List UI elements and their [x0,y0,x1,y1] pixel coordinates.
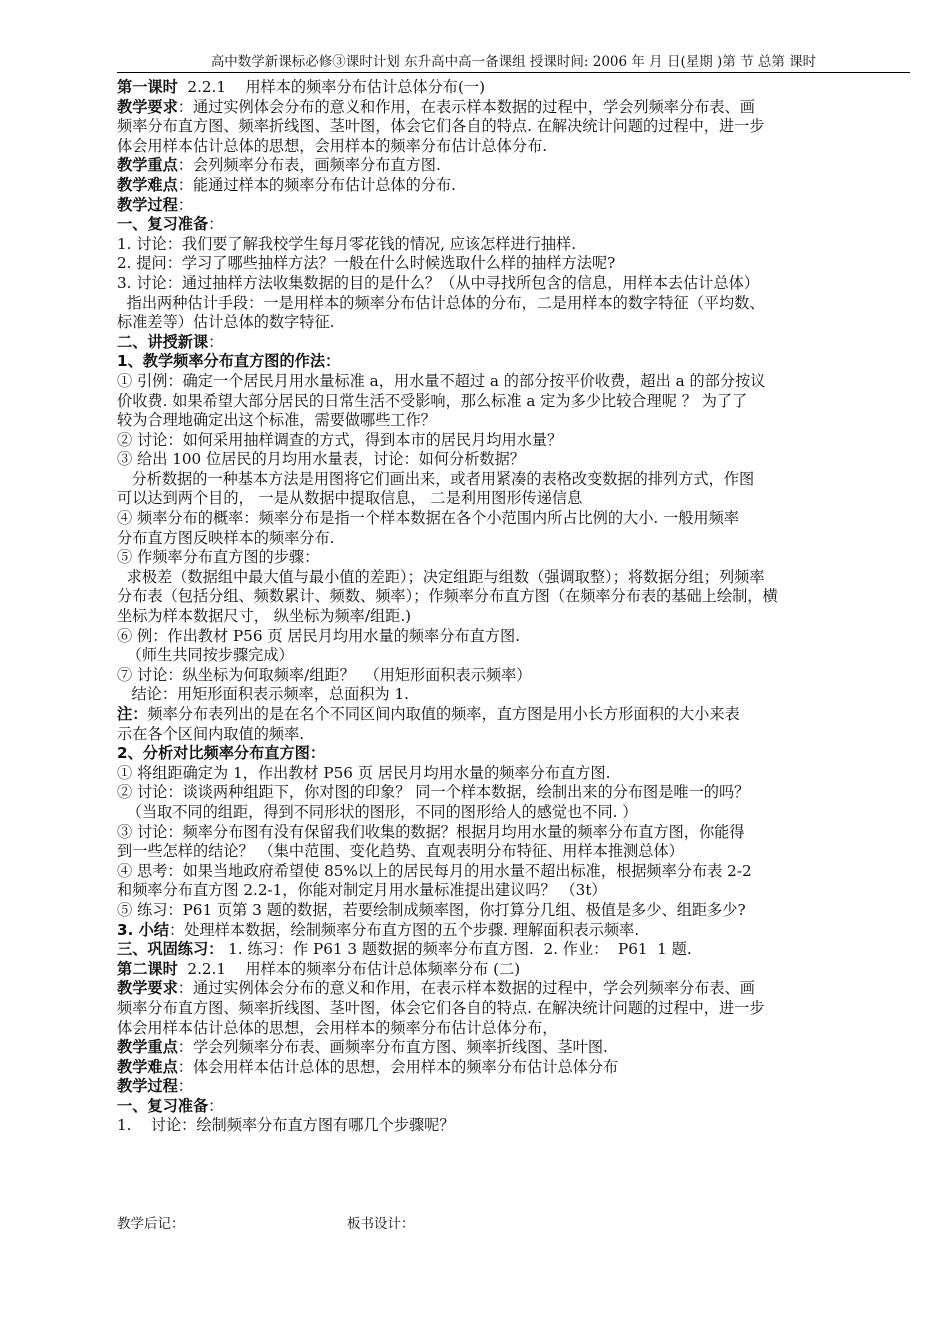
line-text: ③ 给出 100 位居民的月均用水量表，讨论：如何分析数据？ [117,450,525,469]
line-text: ：会列频率分布表，画频率分布直方图. [177,156,441,175]
document-body [117,78,910,1136]
line-text: ： [208,215,224,234]
text-line [117,98,910,118]
footer-board-design: 板书设计： [347,1216,415,1232]
bold-label: 三、巩固练习： [117,940,224,959]
bold-label: 教学难点 [117,175,178,194]
text-line [117,783,910,803]
text-line [117,78,910,98]
line-text: 体会用样本估计总体的思想，会用样本的频率分布估计总体分布. [117,136,548,155]
bold-label: 二、讲授新课 [117,332,209,351]
text-line [117,646,910,666]
line-text: 价收费. 如果希望大部分居民的日常生活不受影响，那么标准 a 定为多少比较合理呢 ？ 为了了 [117,391,748,410]
bold-label: 教学过程 [117,1077,178,1096]
text-line [117,607,910,627]
text-line [117,1097,910,1117]
line-text: ⑥ 例：作出教材 P56 页 居民月均用水量的频率分布直方图. [117,626,520,645]
line-text: ⑤ 作频率分布直方图的步骤： [117,548,320,567]
text-line [117,587,910,607]
line-text: 频率分布表列出的是在名个不同区间内取值的频率，直方图是用小长方形面积的大小来表 [147,705,740,723]
text-line [117,392,910,412]
line-text: ：通过实例体会分布的意义和作用，在表示样本数据的过程中，学会列频率分布表、画 [177,97,755,116]
line-text: 和频率分布直方图 2.2-1，你能对制定月用水量标准提出建议吗？ （3t） [117,881,607,900]
text-line [117,294,910,314]
text-line [117,999,910,1019]
bold-label: 一、复习准备 [117,1096,209,1115]
bold-label: 教学重点 [117,156,178,175]
footer-teaching-notes: 教学后记： [117,1216,185,1232]
line-text: ：能通过样本的频率分布估计总体的分布. [177,175,456,194]
line-text: 到一些怎样的结论？ （集中范围、变化趋势、直观表明分布特征、用样本推测总体） [117,842,684,861]
text-line [117,509,910,529]
text-line [117,137,910,157]
text-line [117,921,910,941]
line-text: 3. 讨论：通过抽样方法收集数据的目的是什么？（从中寻找所包含的信息，用样本去估计总体） [117,273,760,292]
line-text: 分布表（包括分组、频数累计、频数、频率）；作频率分布直方图（在频率分布表的基础上绘制，横 [117,587,778,606]
text-line [117,450,910,470]
line-text: ⑦ 讨论：纵坐标为何取频率/组距？ （用矩形面积表示频率） [117,665,532,684]
text-line [117,823,910,843]
line-text: ④ 思考：如果当地政府希望使 85%以上的居民每月的用水量不超出标准，根据频率分布表 2-2 [117,861,752,880]
line-text: 2. 提问：学习了哪些抽样方法？一般在什么时候选取什么样的抽样方法呢? [117,254,616,273]
text-line [117,940,910,960]
line-text: ： [208,332,224,351]
text-line [117,196,910,216]
line-text: 1. 讨论：绘制频率分布直方图有哪几个步骤呢？ [117,1116,455,1135]
text-line [117,979,910,999]
text-line [117,1077,910,1097]
line-text: 标准差等）估计总体的数字特征. [117,313,335,332]
text-line [117,842,910,862]
line-text: ③ 讨论：频率分布图有没有保留我们收集的数据？根据月均用水量的频率分布直方图，你能得 [117,822,745,841]
text-line [117,333,910,353]
line-text: 结论：用矩形面积表示频率，总面积为 1. [117,685,409,704]
line-text: （当取不同的组距，得到不同形状的图形，不同的图形给人的感觉也不同. ） [117,802,638,821]
line-text: 坐标为样本数据尺寸， 纵坐标为频率/组距.) [117,607,412,626]
line-text: ① 将组距确定为 1，作出教材 P56 页 居民月均用水量的频率分布直方图. [117,763,611,782]
bold-label: 第二课时 [117,959,178,978]
line-text: 1. 练习：作 P61 3 题数据的频率分布直方图. 2. 作业： P61 1 题. [223,940,692,959]
bold-label: 3. 小结 [117,920,169,939]
line-text: ： [177,195,193,214]
text-line [117,764,910,784]
line-text: ② 讨论：谈谈两种组距下，你对图的印象？ 同一个样本数据，绘制出来的分布图是唯一的吗？ [117,783,750,802]
line-text: （师生共同按步骤完成） [117,646,294,665]
page-footer [117,1212,910,1232]
text-line [117,1058,910,1078]
line-text: 分布直方图反映样本的频率分布. [117,528,335,547]
line-text: ④ 频率分布的概率：频率分布是指一个样本数据在各个小范围内所占比例的大小. 一般用频率 [117,509,739,528]
line-text: ： [177,1077,193,1096]
text-line [117,744,910,764]
line-text: ：通过实例体会分布的意义和作用，在表示样本数据的过程中，学会列频率分布表、画 [177,979,755,998]
line-text: 2.2.1 用样本的频率分布估计总体频率分布 (二) [177,959,521,978]
text-line [117,568,910,588]
running-header: 高中数学新课标必修③课时计划 东升高中高一备课组 授课时间: 2006 年 月 日(星期 )第 节 总第 课时 [117,50,910,73]
line-text: 求极差（数据组中最大值与最小值的差距）；决定组距与组数（强调取整）；将数据分组；列频率 [117,567,765,586]
line-text: 较为合理地确定出这个标准，需要做哪些工作？ [117,411,436,430]
text-line [117,431,910,451]
text-line [117,156,910,176]
line-text: ：体会用样本估计总体的思想，会用样本的频率分布估计总体分布 [177,1057,619,1076]
text-line [117,725,910,745]
bold-label: 教学要求 [117,979,178,998]
line-text: ② 讨论：如何采用抽样调查的方式，得到本市的居民月均用水量？ [117,430,563,449]
text-line [117,274,910,294]
line-text: 可以达到两个目的， 一是从数据中提取信息， 二是利用图形传递信息 [117,489,583,508]
text-line [117,685,910,705]
line-text: 分析数据的一种基本方法是用图将它们画出来，或者用紧凑的表格改变数据的排列方式，作图 [117,469,755,488]
text-line [117,372,910,392]
text-line [117,254,910,274]
text-line [117,352,910,372]
text-line [117,881,910,901]
text-line [117,215,910,235]
line-text: 频率分布直方图、频率折线图、茎叶图，体会它们各自的特点. 在解决统计问题的过程中，进一步 [117,998,765,1017]
bold-label: 注： [117,705,148,723]
line-text: 体会用样本估计总体的思想，会用样本的频率分布估计总体分布， [117,1018,558,1037]
line-text: 1. 讨论：我们要了解我校学生每月零花钱的情况, 应该怎样进行抽样. [117,234,577,253]
text-line [117,862,910,882]
text-line [117,1019,910,1039]
text-line [117,705,910,725]
bold-label: 2、分析对比频率分布直方图： [117,744,326,763]
text-line [117,666,910,686]
line-text: 示在各个区间内取值的频率. [117,724,305,743]
text-line [117,176,910,196]
line-text: ：处理样本数据，绘制频率分布直方图的五个步骤. 理解面积表示频率. [169,920,640,939]
text-line [117,470,910,490]
line-text: ① 引例：确定一个居民月用水量标准 a，用水量不超过 a 的部分按平价收费，超出 a 的部分按议 [117,371,766,390]
text-line [117,489,910,509]
bold-label: 教学过程 [117,195,178,214]
text-line [117,803,910,823]
line-text: ： [208,1096,224,1115]
text-line [117,411,910,431]
bold-label: 1、教学频率分布直方图的作法： [117,352,341,371]
text-line [117,901,910,921]
line-text: 指出两种估计手段：一是用样本的频率分布估计总体的分布，二是用样本的数字特征（平均数、 [117,293,765,312]
bold-label: 教学要求 [117,97,178,116]
text-line [117,1038,910,1058]
text-line [117,235,910,255]
text-line [117,117,910,137]
text-line [117,313,910,333]
bold-label: 一、复习准备 [117,215,209,234]
text-line [117,627,910,647]
bold-label: 第一课时 [117,78,178,96]
bold-label: 教学难点 [117,1057,178,1076]
bold-label: 教学重点 [117,1038,178,1057]
line-text: 2.2.1 用样本的频率分布估计总体分布(一) [177,78,486,96]
text-line [117,960,910,980]
text-line [117,529,910,549]
line-text: 频率分布直方图、频率折线图、茎叶图，体会它们各自的特点. 在解决统计问题的过程中，进一步 [117,117,765,136]
line-text: ⑤ 练习：P61 页第 3 题的数据，若要绘制成频率图，你打算分几组、极值是多少、组距多少? [117,900,746,919]
text-line [117,1116,910,1136]
line-text: ：学会列频率分布表、画频率分布直方图、频率折线图、茎叶图. [177,1038,608,1057]
text-line [117,548,910,568]
